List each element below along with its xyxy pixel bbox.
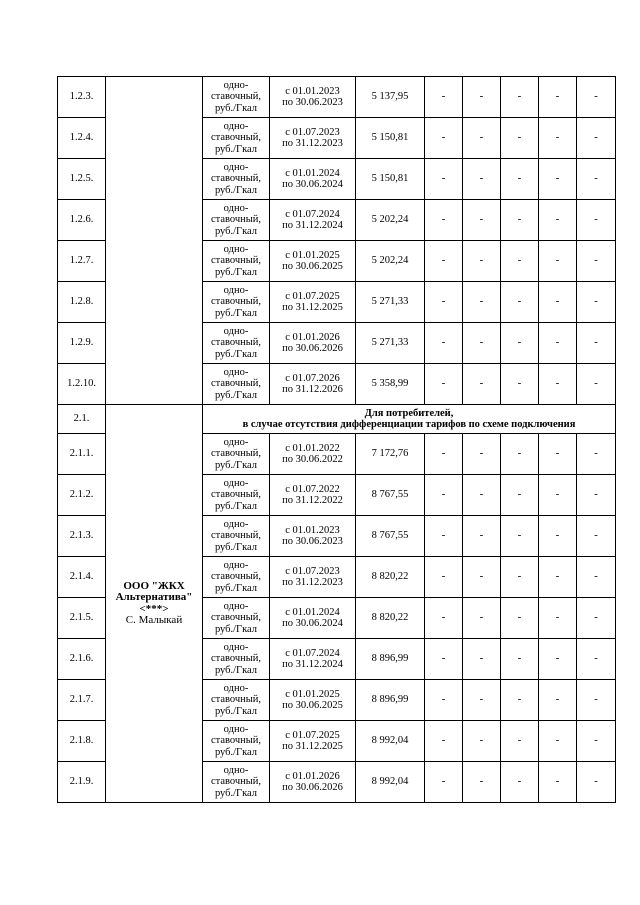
empty-value-dash: - xyxy=(501,762,539,803)
empty-value-dash: - xyxy=(425,200,463,241)
empty-value-dash: - xyxy=(501,516,539,557)
rate-type-cell xyxy=(203,557,270,598)
empty-value-dash: - xyxy=(425,598,463,639)
empty-value-dash: - xyxy=(501,200,539,241)
rate-type-line: ставочный, xyxy=(210,255,262,267)
period-from: с 01.07.2023 xyxy=(285,126,340,138)
period-to: по 30.06.2022 xyxy=(282,454,343,465)
empty-value-dash: - xyxy=(539,200,577,241)
rate-type-line: ставочный, xyxy=(210,337,262,349)
rate-type-line: одно- xyxy=(223,161,249,173)
section-number: 2.1. xyxy=(58,405,106,434)
period-cell xyxy=(270,475,356,516)
rate-type-line: руб./Гкал xyxy=(214,500,258,512)
rate-type-cell xyxy=(203,323,270,364)
period-to: по 30.06.2026 xyxy=(282,782,343,793)
empty-value-dash: - xyxy=(539,241,577,282)
rate-type-line: одно- xyxy=(223,600,249,612)
row-number: 2.1.7. xyxy=(58,680,106,721)
empty-value-dash: - xyxy=(539,516,577,557)
period-from: с 01.01.2026 xyxy=(285,770,340,782)
empty-value-dash: - xyxy=(463,323,501,364)
rate-type-line: ставочный, xyxy=(210,530,262,542)
rate-type-line: руб./Гкал xyxy=(214,143,258,155)
empty-value-dash: - xyxy=(539,159,577,200)
empty-value-dash: - xyxy=(425,434,463,475)
period-to: по 30.06.2025 xyxy=(282,700,343,711)
rate-type-cell xyxy=(203,721,270,762)
rate-type-cell xyxy=(203,118,270,159)
rate-type-cell xyxy=(203,364,270,405)
rate-type-line: ставочный, xyxy=(210,489,262,501)
period-to: по 31.12.2024 xyxy=(282,220,343,231)
tariff-value: 8 820,22 xyxy=(356,557,425,598)
empty-value-dash: - xyxy=(539,118,577,159)
empty-value-dash: - xyxy=(577,762,616,803)
period-from: с 01.01.2025 xyxy=(285,249,340,261)
rate-type-line: руб./Гкал xyxy=(214,389,258,401)
row-number: 1.2.7. xyxy=(58,241,106,282)
rate-type-cell xyxy=(203,475,270,516)
empty-value-dash: - xyxy=(577,516,616,557)
empty-value-dash: - xyxy=(463,598,501,639)
period-cell xyxy=(270,434,356,475)
empty-value-dash: - xyxy=(501,639,539,680)
period-to: по 30.06.2023 xyxy=(282,536,343,547)
empty-value-dash: - xyxy=(463,118,501,159)
rate-type-line: руб./Гкал xyxy=(214,746,258,758)
empty-value-dash: - xyxy=(425,241,463,282)
rate-type-line: одно- xyxy=(223,764,249,776)
rate-type-line: руб./Гкал xyxy=(214,623,258,635)
row-number: 1.2.8. xyxy=(58,282,106,323)
period-to: по 30.06.2025 xyxy=(282,261,343,272)
rate-type-line: ставочный, xyxy=(210,776,262,788)
period-to: по 31.12.2025 xyxy=(282,302,343,313)
empty-value-dash: - xyxy=(425,516,463,557)
rate-type-line: одно- xyxy=(223,559,249,571)
empty-value-dash: - xyxy=(463,241,501,282)
empty-value-dash: - xyxy=(577,323,616,364)
empty-value-dash: - xyxy=(463,434,501,475)
rate-type-line: ставочный, xyxy=(210,91,262,103)
period-cell xyxy=(270,159,356,200)
rate-type-line: одно- xyxy=(223,325,249,337)
period-from: с 01.07.2022 xyxy=(285,483,340,495)
table-row xyxy=(58,77,616,118)
empty-value-dash: - xyxy=(539,762,577,803)
row-number: 1.2.5. xyxy=(58,159,106,200)
period-cell xyxy=(270,118,356,159)
period-cell xyxy=(270,200,356,241)
rate-type-cell xyxy=(203,762,270,803)
rate-type-line: одно- xyxy=(223,366,249,378)
empty-value-dash: - xyxy=(425,762,463,803)
organization-name-line: Альтернатива" xyxy=(115,591,193,603)
table-body xyxy=(58,77,616,803)
empty-value-dash: - xyxy=(501,475,539,516)
row-number: 2.1.6. xyxy=(58,639,106,680)
rate-type-line: одно- xyxy=(223,477,249,489)
rate-type-cell xyxy=(203,159,270,200)
rate-type-cell xyxy=(203,516,270,557)
rate-type-cell xyxy=(203,639,270,680)
rate-type-cell xyxy=(203,680,270,721)
rate-type-line: руб./Гкал xyxy=(214,541,258,553)
row-number: 1.2.3. xyxy=(58,77,106,118)
empty-value-dash: - xyxy=(577,118,616,159)
row-number: 1.2.9. xyxy=(58,323,106,364)
period-from: с 01.01.2022 xyxy=(285,442,340,454)
empty-value-dash: - xyxy=(501,77,539,118)
rate-type-line: одно- xyxy=(223,518,249,530)
empty-value-dash: - xyxy=(539,721,577,762)
tariff-value: 5 137,95 xyxy=(356,77,425,118)
empty-value-dash: - xyxy=(463,680,501,721)
period-from: с 01.01.2024 xyxy=(285,167,340,179)
empty-value-dash: - xyxy=(501,282,539,323)
empty-value-dash: - xyxy=(577,77,616,118)
empty-value-dash: - xyxy=(425,475,463,516)
empty-value-dash: - xyxy=(577,598,616,639)
rate-type-cell xyxy=(203,77,270,118)
period-cell xyxy=(270,241,356,282)
rate-type-line: руб./Гкал xyxy=(214,307,258,319)
empty-value-dash: - xyxy=(463,639,501,680)
rate-type-line: ставочный, xyxy=(210,214,262,226)
section-title xyxy=(203,405,616,434)
row-number: 2.1.1. xyxy=(58,434,106,475)
empty-value-dash: - xyxy=(577,364,616,405)
rate-type-line: одно- xyxy=(223,723,249,735)
rate-type-line: ставочный, xyxy=(210,612,262,624)
empty-value-dash: - xyxy=(501,434,539,475)
rate-type-line: ставочный, xyxy=(210,173,262,185)
empty-value-dash: - xyxy=(577,159,616,200)
row-number: 1.2.6. xyxy=(58,200,106,241)
rate-type-line: руб./Гкал xyxy=(214,459,258,471)
rate-type-line: одно- xyxy=(223,641,249,653)
row-number: 2.1.5. xyxy=(58,598,106,639)
empty-value-dash: - xyxy=(425,364,463,405)
empty-value-dash: - xyxy=(501,557,539,598)
empty-value-dash: - xyxy=(539,680,577,721)
empty-value-dash: - xyxy=(539,475,577,516)
tariff-value: 5 202,24 xyxy=(356,241,425,282)
rate-type-line: ставочный, xyxy=(210,653,262,665)
empty-value-dash: - xyxy=(425,323,463,364)
rate-type-line: ставочный, xyxy=(210,735,262,747)
rate-type-line: ставочный, xyxy=(210,132,262,144)
period-cell xyxy=(270,721,356,762)
period-from: с 01.01.2025 xyxy=(285,688,340,700)
period-cell xyxy=(270,557,356,598)
tariff-value: 8 767,55 xyxy=(356,516,425,557)
rate-type-line: одно- xyxy=(223,120,249,132)
period-from: с 01.07.2024 xyxy=(285,208,340,220)
period-to: по 31.12.2022 xyxy=(282,495,343,506)
empty-value-dash: - xyxy=(577,721,616,762)
period-cell xyxy=(270,77,356,118)
empty-value-dash: - xyxy=(463,557,501,598)
empty-value-dash: - xyxy=(539,364,577,405)
organization-cell xyxy=(106,405,203,803)
organization-name-line: <***> xyxy=(139,602,169,615)
period-to: по 30.06.2023 xyxy=(282,97,343,108)
tariff-table xyxy=(57,76,616,803)
period-cell xyxy=(270,598,356,639)
tariff-value: 8 820,22 xyxy=(356,598,425,639)
tariff-value: 8 896,99 xyxy=(356,639,425,680)
empty-value-dash: - xyxy=(539,639,577,680)
rate-type-line: одно- xyxy=(223,682,249,694)
rate-type-line: одно- xyxy=(223,436,249,448)
rate-type-line: руб./Гкал xyxy=(214,348,258,360)
period-to: по 30.06.2024 xyxy=(282,179,343,190)
rate-type-cell xyxy=(203,200,270,241)
tariff-value: 8 992,04 xyxy=(356,762,425,803)
empty-value-dash: - xyxy=(577,680,616,721)
rate-type-line: ставочный, xyxy=(210,694,262,706)
empty-value-dash: - xyxy=(539,598,577,639)
row-number: 2.1.9. xyxy=(58,762,106,803)
empty-value-dash: - xyxy=(501,241,539,282)
empty-value-dash: - xyxy=(425,159,463,200)
tariff-value: 5 358,99 xyxy=(356,364,425,405)
empty-value-dash: - xyxy=(501,364,539,405)
empty-value-dash: - xyxy=(577,200,616,241)
tariff-value: 5 271,33 xyxy=(356,282,425,323)
tariff-value: 5 271,33 xyxy=(356,323,425,364)
rate-type-line: ставочный, xyxy=(210,378,262,390)
empty-value-dash: - xyxy=(463,77,501,118)
tariff-value: 5 202,24 xyxy=(356,200,425,241)
empty-value-dash: - xyxy=(501,323,539,364)
rate-type-line: руб./Гкал xyxy=(214,664,258,676)
empty-value-dash: - xyxy=(463,475,501,516)
rate-type-line: ставочный, xyxy=(210,571,262,583)
organization-name-line: ООО "ЖКХ xyxy=(123,579,185,592)
row-number: 2.1.2. xyxy=(58,475,106,516)
empty-value-dash: - xyxy=(501,159,539,200)
tariff-value: 8 896,99 xyxy=(356,680,425,721)
period-cell xyxy=(270,680,356,721)
period-to: по 30.06.2024 xyxy=(282,618,343,629)
empty-value-dash: - xyxy=(425,282,463,323)
organization-location: С. Малыкай xyxy=(125,614,183,626)
period-from: с 01.07.2024 xyxy=(285,647,340,659)
period-to: по 31.12.2023 xyxy=(282,138,343,149)
empty-value-dash: - xyxy=(425,118,463,159)
period-from: с 01.01.2026 xyxy=(285,331,340,343)
period-from: с 01.07.2025 xyxy=(285,729,340,741)
tariff-value: 8 992,04 xyxy=(356,721,425,762)
empty-value-dash: - xyxy=(463,364,501,405)
empty-value-dash: - xyxy=(463,721,501,762)
section-title-line: Для потребителей, xyxy=(364,407,454,419)
empty-value-dash: - xyxy=(501,680,539,721)
empty-value-dash: - xyxy=(577,282,616,323)
empty-value-dash: - xyxy=(425,680,463,721)
empty-value-dash: - xyxy=(539,557,577,598)
row-number: 2.1.3. xyxy=(58,516,106,557)
period-to: по 31.12.2023 xyxy=(282,577,343,588)
row-number: 2.1.8. xyxy=(58,721,106,762)
rate-type-cell xyxy=(203,434,270,475)
row-number: 1.2.4. xyxy=(58,118,106,159)
period-to: по 31.12.2026 xyxy=(282,384,343,395)
empty-value-dash: - xyxy=(539,434,577,475)
rate-type-line: руб./Гкал xyxy=(214,787,258,799)
rate-type-line: одно- xyxy=(223,243,249,255)
empty-value-dash: - xyxy=(577,557,616,598)
period-cell xyxy=(270,282,356,323)
section-header-row xyxy=(58,405,616,434)
period-cell xyxy=(270,639,356,680)
period-from: с 01.07.2026 xyxy=(285,372,340,384)
empty-value-dash: - xyxy=(425,557,463,598)
empty-value-dash: - xyxy=(577,434,616,475)
empty-value-dash: - xyxy=(577,241,616,282)
rate-type-cell xyxy=(203,598,270,639)
empty-value-dash: - xyxy=(539,77,577,118)
rate-type-line: одно- xyxy=(223,79,249,91)
empty-value-dash: - xyxy=(425,77,463,118)
rate-type-line: руб./Гкал xyxy=(214,582,258,594)
period-cell xyxy=(270,516,356,557)
empty-value-dash: - xyxy=(501,118,539,159)
tariff-value: 7 172,76 xyxy=(356,434,425,475)
empty-value-dash: - xyxy=(577,475,616,516)
empty-value-dash: - xyxy=(425,721,463,762)
period-to: по 31.12.2024 xyxy=(282,659,343,670)
period-from: с 01.01.2023 xyxy=(285,85,340,97)
empty-value-dash: - xyxy=(539,323,577,364)
empty-value-dash: - xyxy=(463,159,501,200)
rate-type-line: руб./Гкал xyxy=(214,184,258,196)
tariff-value: 5 150,81 xyxy=(356,118,425,159)
period-from: с 01.07.2023 xyxy=(285,565,340,577)
empty-value-dash: - xyxy=(539,282,577,323)
period-from: с 01.07.2025 xyxy=(285,290,340,302)
rate-type-line: руб./Гкал xyxy=(214,225,258,237)
rate-type-line: руб./Гкал xyxy=(214,705,258,717)
rate-type-line: ставочный, xyxy=(210,448,262,460)
empty-value-dash: - xyxy=(425,639,463,680)
rate-type-line: руб./Гкал xyxy=(214,266,258,278)
period-from: с 01.01.2023 xyxy=(285,524,340,536)
empty-value-dash: - xyxy=(463,282,501,323)
rate-type-line: одно- xyxy=(223,284,249,296)
row-number: 2.1.4. xyxy=(58,557,106,598)
tariff-value: 8 767,55 xyxy=(356,475,425,516)
empty-value-dash: - xyxy=(463,200,501,241)
empty-value-dash: - xyxy=(463,516,501,557)
period-cell xyxy=(270,364,356,405)
empty-value-dash: - xyxy=(577,639,616,680)
section-title-line: в случае отсутствия дифференциации тарифов по схеме подключения xyxy=(242,419,576,430)
period-cell xyxy=(270,323,356,364)
rate-type-line: руб./Гкал xyxy=(214,102,258,114)
period-from: с 01.01.2024 xyxy=(285,606,340,618)
period-cell xyxy=(270,762,356,803)
empty-value-dash: - xyxy=(463,762,501,803)
tariff-value: 5 150,81 xyxy=(356,159,425,200)
empty-value-dash: - xyxy=(501,598,539,639)
period-to: по 30.06.2026 xyxy=(282,343,343,354)
organization-cell-empty xyxy=(106,77,203,405)
rate-type-line: ставочный, xyxy=(210,296,262,308)
rate-type-line: одно- xyxy=(223,202,249,214)
row-number: 1.2.10. xyxy=(58,364,106,405)
empty-value-dash: - xyxy=(501,721,539,762)
rate-type-cell xyxy=(203,282,270,323)
rate-type-cell xyxy=(203,241,270,282)
period-to: по 31.12.2025 xyxy=(282,741,343,752)
